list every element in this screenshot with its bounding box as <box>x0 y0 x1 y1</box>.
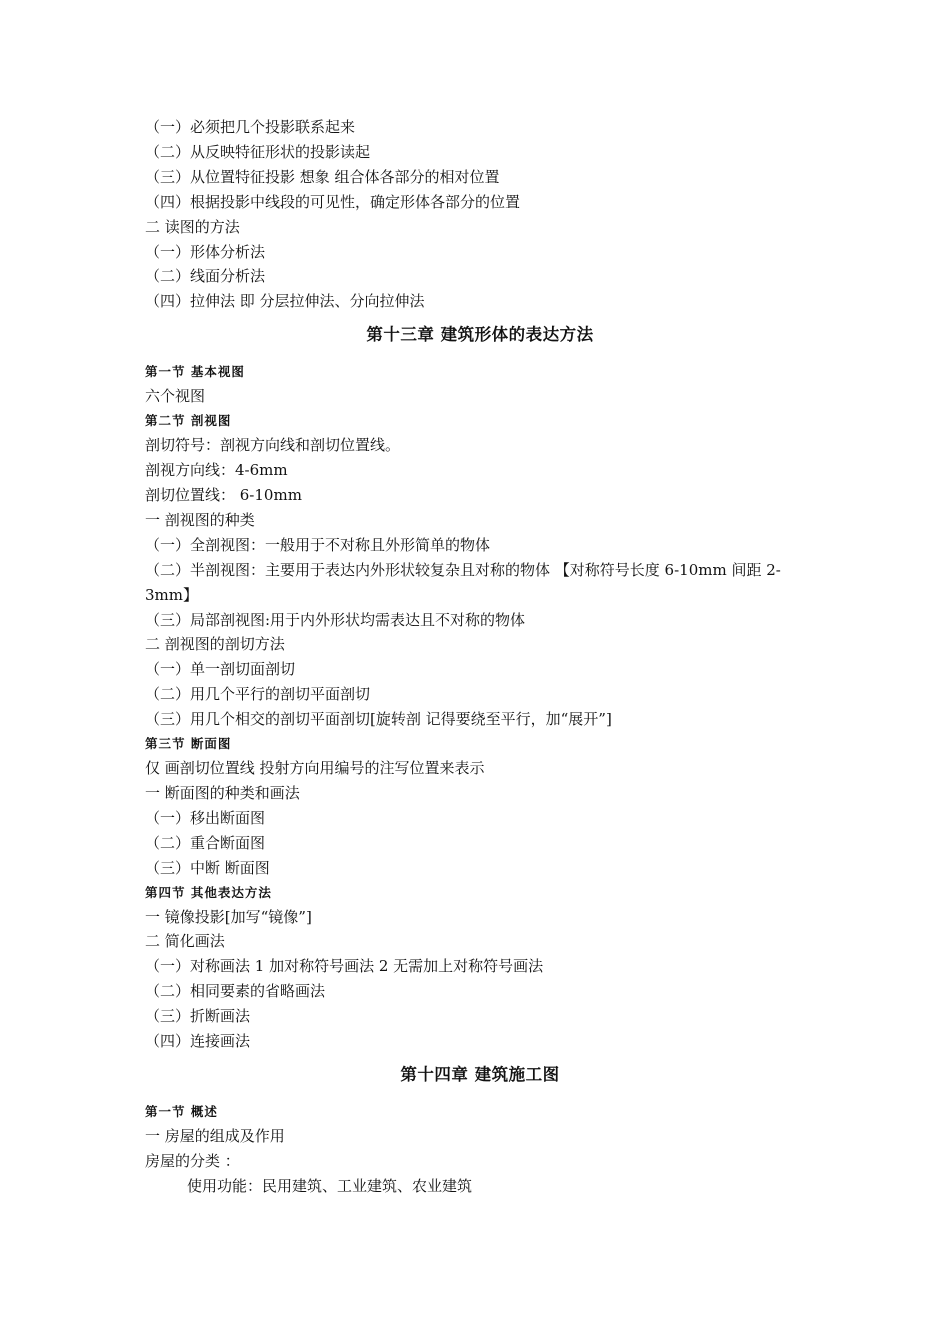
text-line: （三）中断 断面图 <box>145 858 270 877</box>
text-line: （三）折断画法 <box>145 1007 251 1026</box>
document-content <box>145 115 815 1199</box>
text-line: 剖切位置线： 6-10mm <box>145 485 302 504</box>
text-line: （一）必须把几个投影联系起来 <box>145 118 356 136</box>
text-line: （三）从位置特征投影 想象 组合体各部分的相对位置 <box>145 167 500 186</box>
text-line: 六个视图 <box>145 387 206 406</box>
text-line: （一）全剖视图：一般用于不对称且外形简单的物体 <box>145 535 491 554</box>
text-line-wrapped: （二）半剖视图：主要用于表达内外形状较复杂且对称的物体 【对称符号长度 6-10mm 间距 2-3mm】 <box>145 560 781 604</box>
text-line: 一 房屋的组成及作用 <box>145 1127 285 1145</box>
section-heading: 第三节 断面图 <box>145 736 232 752</box>
text-line: （二）线面分析法 <box>145 267 266 286</box>
text-line: 一 剖视图的种类 <box>145 510 255 529</box>
section-heading: 第二节 剖视图 <box>145 413 232 429</box>
text-line: 剖切符号：剖视方向线和剖切位置线。 <box>145 436 401 455</box>
text-line: （三）局部剖视图:用于内外形状均需表达且不对称的物体 <box>145 610 526 629</box>
text-line: 房屋的分类 ： <box>145 1151 240 1170</box>
text-line: （二）重合断面图 <box>145 833 266 852</box>
section-heading: 第四节 其他表达方法 <box>145 884 272 900</box>
text-line: （二）相同要素的省略画法 <box>145 982 326 1001</box>
section-heading: 第一节 概述 <box>145 1104 218 1119</box>
text-line: 剖视方向线：4-6mm <box>145 461 288 480</box>
text-line: （一）形体分析法 <box>145 242 266 261</box>
text-line: 二 剖视图的剖切方法 <box>145 635 285 654</box>
text-line: （二）从反映特征形状的投影读起 <box>145 142 371 161</box>
text-line: （一）单一剖切面剖切 <box>145 660 296 679</box>
text-line: 一 断面图的种类和画法 <box>145 783 300 802</box>
chapter-heading: 第十四章 建筑施工图 <box>400 1065 560 1084</box>
text-line-indented: 使用功能：民用建筑、工业建筑、农业建筑 <box>187 1176 473 1195</box>
section-heading: 第一节 基本视图 <box>145 364 245 380</box>
text-line: （一）对称画法 1 加对称符号画法 2 无需加上对称符号画法 <box>145 957 544 976</box>
text-line: 一 镜像投影[加写“镜像”] <box>145 907 312 926</box>
chapter-heading: 第十三章 建筑形体的表达方法 <box>366 325 594 345</box>
text-line: （四）拉伸法 即 分层拉伸法、分向拉伸法 <box>145 292 425 311</box>
text-line: （一）移出断面图 <box>145 808 266 827</box>
text-line: （四）连接画法 <box>145 1032 251 1051</box>
text-line: 二 简化画法 <box>145 932 225 951</box>
text-line: 二 读图的方法 <box>145 217 240 236</box>
text-line: （三）用几个相交的剖切平面剖切[旋转剖 记得要绕至平行，加“展开”] <box>145 710 612 729</box>
text-line: （二）用几个平行的剖切平面剖切 <box>145 685 371 704</box>
text-line: （四）根据投影中线段的可见性，确定形体各部分的位置 <box>145 192 521 211</box>
text-line: 仅 画剖切位置线 投射方向用编号的注写位置来表示 <box>145 759 485 778</box>
